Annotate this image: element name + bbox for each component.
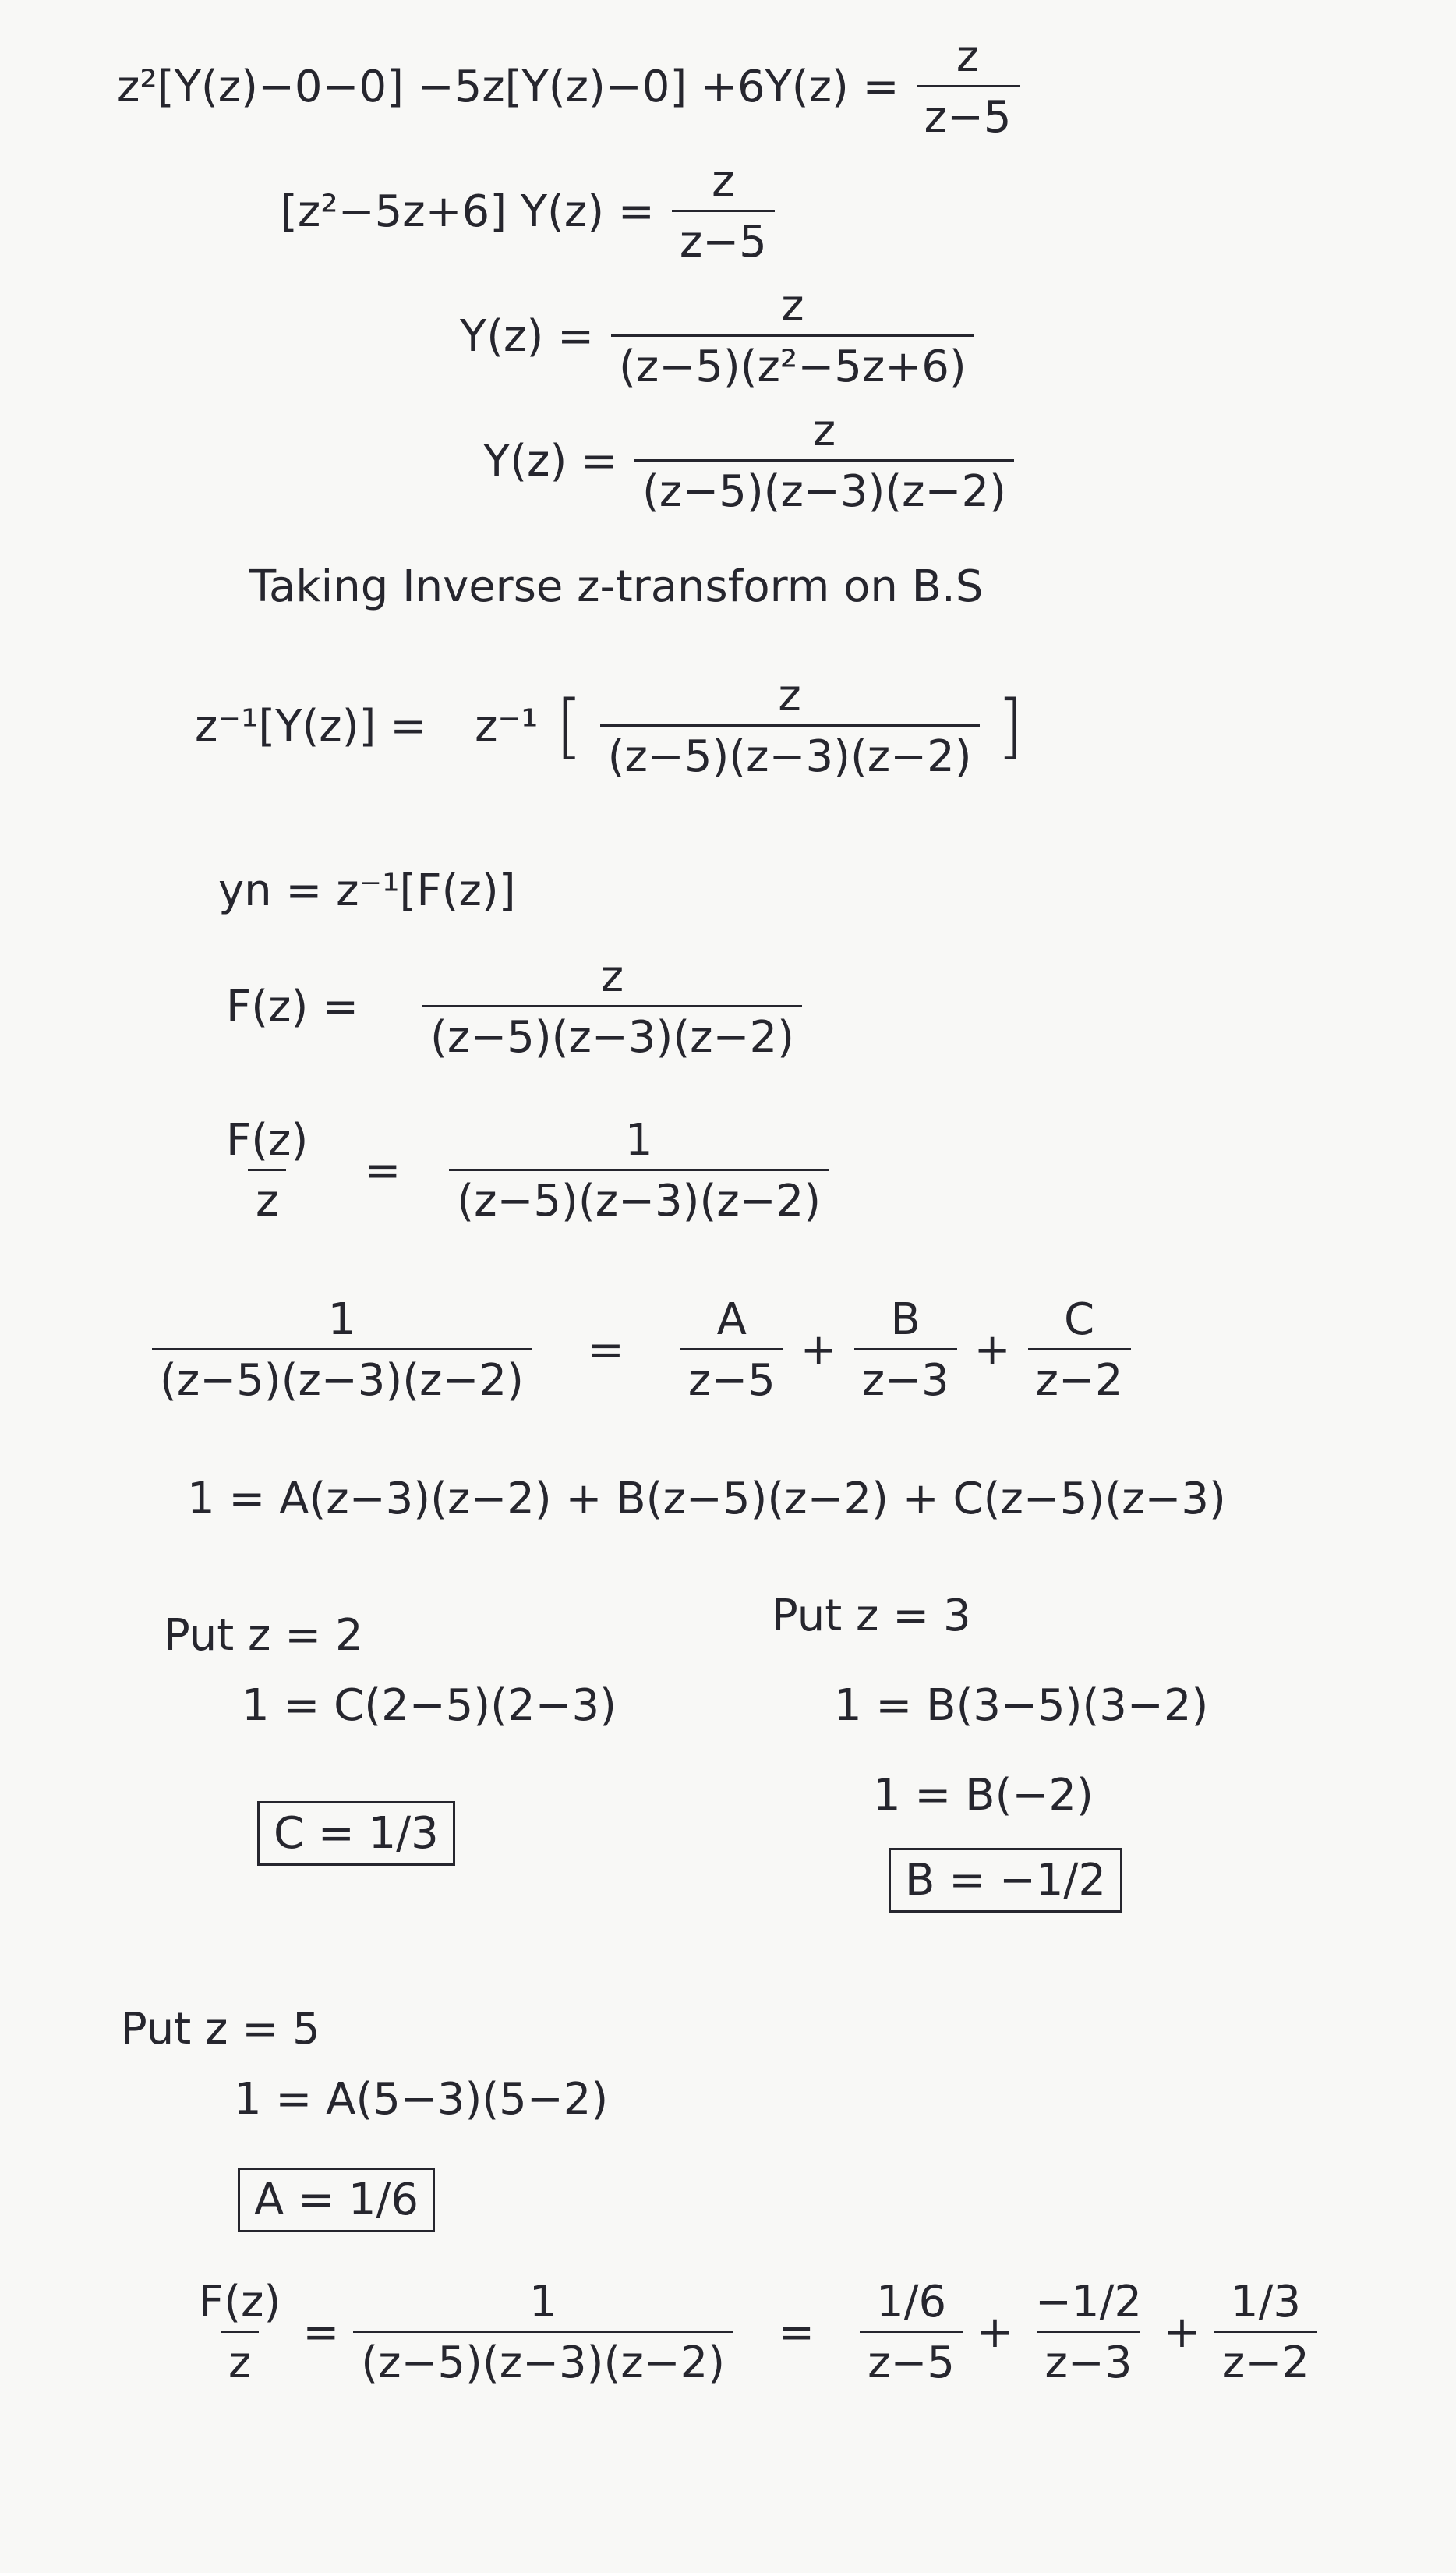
put-z-3 xyxy=(772,1591,971,1641)
equation-line-8 xyxy=(226,951,802,1063)
step-label: Put z = 3 xyxy=(772,1591,971,1641)
denominator: z−3 xyxy=(854,1348,957,1406)
heading-text: Taking Inverse z-transform on B.S xyxy=(249,561,984,612)
numerator: 1/6 xyxy=(875,2277,947,2327)
fraction-a xyxy=(680,1294,783,1406)
fraction-b xyxy=(854,1294,957,1406)
operator: z⁻¹ xyxy=(475,701,539,752)
denominator: z−3 xyxy=(1037,2331,1140,2388)
step-label: Put z = 2 xyxy=(164,1610,363,1661)
numerator: −1/2 xyxy=(1034,2277,1142,2327)
denominator: (z−5)(z−3)(z−2) xyxy=(600,724,980,782)
numerator: z xyxy=(781,281,804,331)
numerator: 1 xyxy=(327,1294,356,1345)
fraction-a xyxy=(860,2277,963,2388)
boxed-result: C = 1/3 xyxy=(257,1801,455,1866)
result-c xyxy=(257,1801,455,1866)
numerator: z xyxy=(712,156,735,207)
denominator: z−2 xyxy=(1214,2331,1317,2388)
equation-text: 1 = A(5−3)(5−2) xyxy=(234,2074,609,2125)
numerator: F(z) xyxy=(199,2277,281,2327)
denominator: z−5 xyxy=(860,2331,963,2388)
lhs: Y(z) = xyxy=(483,436,618,487)
equation-line-3 xyxy=(460,281,974,392)
denominator: z−5 xyxy=(680,1348,783,1406)
fraction-c xyxy=(1028,1294,1131,1406)
bracket-close: ] xyxy=(996,685,1024,767)
equation-text: yn = z⁻¹[F(z)] xyxy=(218,865,516,916)
lhs-fraction xyxy=(218,1115,316,1226)
solve-a xyxy=(234,2074,608,2125)
lhs-fraction xyxy=(152,1294,532,1406)
equation-line-10 xyxy=(152,1294,1131,1406)
solve-b-step xyxy=(873,1770,1094,1821)
numerator: z xyxy=(600,951,624,1002)
denominator: z−5 xyxy=(917,85,1020,143)
fraction xyxy=(634,405,1014,517)
plus: + xyxy=(977,2307,1013,2358)
denominator: z−5 xyxy=(672,210,775,267)
equation-text: 1 = B(3−5)(3−2) xyxy=(834,1680,1209,1731)
final-equation xyxy=(191,2277,1317,2388)
fraction xyxy=(672,156,775,267)
denominator: (z−5)(z−3)(z−2) xyxy=(152,1348,532,1406)
equation-text: 1 = C(2−5)(2−3) xyxy=(242,1680,617,1731)
numerator: z xyxy=(956,31,980,82)
denominator: (z−5)(z−3)(z−2) xyxy=(449,1169,829,1226)
solve-b xyxy=(834,1680,1208,1731)
lhs: Y(z) = xyxy=(460,311,595,362)
fraction xyxy=(422,951,802,1063)
denominator: (z−5)(z−3)(z−2) xyxy=(634,459,1014,517)
lhs: [z²−5z+6] Y(z) = xyxy=(281,186,655,237)
fraction-c xyxy=(1214,2277,1317,2388)
equation-line-4 xyxy=(483,405,1014,517)
step-label: Put z = 5 xyxy=(121,2004,320,2055)
lhs: z²[Y(z)−0−0] −5z[Y(z)−0] +6Y(z) = xyxy=(117,62,899,112)
boxed-result: B = −1/2 xyxy=(889,1848,1122,1913)
fraction xyxy=(353,2277,733,2388)
equation-text: 1 = B(−2) xyxy=(873,1770,1094,1821)
equation-line-11 xyxy=(187,1474,1226,1524)
equation-text: 1 = A(z−3)(z−2) + B(z−5)(z−2) + C(z−5)(z−3) xyxy=(187,1474,1226,1524)
lhs: F(z) = xyxy=(226,982,359,1032)
lhs: z⁻¹[Y(z)] = xyxy=(195,701,427,752)
numerator: 1/3 xyxy=(1230,2277,1301,2327)
put-z-2 xyxy=(164,1610,363,1661)
denominator: z xyxy=(221,2331,259,2388)
plus: + xyxy=(1164,2307,1200,2358)
plus: + xyxy=(974,1325,1011,1375)
result-b xyxy=(889,1848,1122,1913)
denominator: (z−5)(z−3)(z−2) xyxy=(422,1005,802,1063)
lhs-fraction xyxy=(191,2277,288,2388)
numerator: 1 xyxy=(624,1115,653,1166)
numerator: F(z) xyxy=(226,1115,309,1166)
equation-line-2 xyxy=(281,156,775,267)
fraction xyxy=(449,1115,829,1226)
equation-line-6 xyxy=(195,671,1024,782)
numerator: C xyxy=(1064,1294,1095,1345)
fraction-b xyxy=(1027,2277,1150,2388)
denominator: (z−5)(z²−5z+6) xyxy=(611,334,974,392)
fraction xyxy=(611,281,974,392)
plus: + xyxy=(800,1325,837,1375)
equals: = xyxy=(364,1145,401,1196)
equation-line-9 xyxy=(218,1115,829,1226)
fraction xyxy=(600,671,980,782)
bracket-open: [ xyxy=(555,685,583,767)
numerator: A xyxy=(716,1294,747,1345)
heading-taking-inverse xyxy=(249,561,983,612)
numerator: 1 xyxy=(528,2277,557,2327)
numerator: z xyxy=(812,405,836,456)
denominator: z−2 xyxy=(1028,1348,1131,1406)
solve-c xyxy=(242,1680,617,1731)
equals: = xyxy=(587,1325,624,1375)
boxed-result: A = 1/6 xyxy=(238,2168,435,2232)
put-z-5 xyxy=(121,2004,320,2055)
result-a xyxy=(238,2168,435,2232)
equation-line-7 xyxy=(218,865,516,916)
denominator: (z−5)(z−3)(z−2) xyxy=(353,2331,733,2388)
numerator: B xyxy=(890,1294,921,1345)
fraction xyxy=(917,31,1020,143)
denominator: z xyxy=(248,1169,286,1226)
equals: = xyxy=(778,2307,815,2358)
numerator: z xyxy=(778,671,801,721)
equals: = xyxy=(302,2307,340,2358)
equation-line-1 xyxy=(117,31,1020,143)
